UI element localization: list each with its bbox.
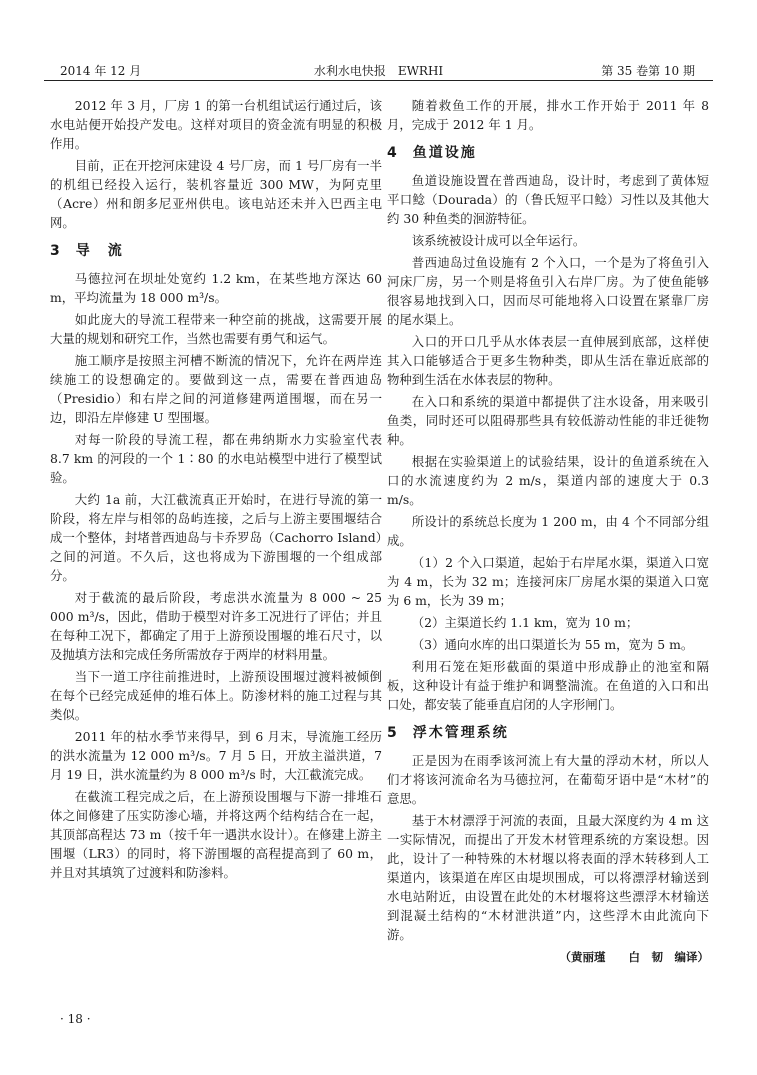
running-header	[44, 58, 713, 81]
section-heading-3	[50, 242, 382, 261]
section-number: 5	[387, 725, 399, 741]
left-column	[50, 96, 382, 885]
section-heading-5	[387, 724, 709, 743]
paragraph: 2012 年 3 月，厂房 1 的第一台机组试运行通过后，该水电站便开始投产发电。这样对项目的资金流有明显的积极作用。	[50, 98, 382, 151]
paragraph: 在入口和系统的渠道中都提供了注水设备，用来吸引鱼类，同时还可以阻碍那些具有较低游动性能的非迁徙物种。	[387, 394, 709, 447]
paragraph: 随着救鱼工作的开展，排水工作开始于 2011 年 8 月，完成于 2012 年 1 月。	[387, 98, 709, 132]
paragraph: 马德拉河在坝址处宽约 1.2 km，在某些地方深达 60 m，平均流量为 18 000 m³/s。	[50, 271, 382, 305]
paragraph: 利用石笼在矩形截面的渠道中形成静止的池室和隔板，这种设计有益于维护和调整湍流。在鱼道的入口和出口处，都安装了能垂直启闭的人字形闸门。	[387, 659, 709, 712]
section-number: 3	[50, 243, 62, 259]
section-title: 浮木管理系统	[412, 725, 509, 741]
section-number: 4	[387, 145, 399, 161]
paragraph: 如此庞大的导流工程带来一种空前的挑战，这需要开展大量的规划和研究工作，当然也需要有勇气和运气。	[50, 312, 382, 346]
paragraph: 当下一道工序往前推进时，上游预设围堰过渡料被倾倒在每个已经完成延伸的堆石体上。防渗材料的施工过程与其类似。	[50, 669, 382, 722]
paragraph: 所设计的系统总长度为 1 200 m，由 4 个不同部分组成。	[387, 514, 709, 548]
right-column	[387, 96, 709, 967]
section-title: 鱼道设施	[412, 145, 477, 161]
paragraph: 入口的开口几乎从水体表层一直伸展到底部，这样使其入口能够适合于更多生物种类，即从生活在靠近底部的物种到生活在水体表层的物种。	[387, 334, 709, 387]
paragraph: 施工顺序是按照主河槽不断流的情况下，允许在两岸连续施工的设想确定的。要做到这一点，需要在普西迪岛（Presidio）和右岸之间的河道修建两道围堰，而在另一边，即沿左岸修建 U 型围堰。	[50, 353, 382, 425]
section-heading-4	[387, 144, 709, 163]
paragraph: 该系统被设计成可以全年运行。	[411, 233, 586, 248]
paragraph: 鱼道设施设置在普西迪岛，设计时，考虑到了黄体短平口鲶（Dourada）的（鲁氏短平口鲶）习性以及其他大约 30 种鱼类的洄游特征。	[387, 173, 709, 226]
list-item: （1）2 个入口渠道，起始于右岸尾水渠，渠道入口宽为 4 m，长为 32 m；连接河床厂房尾水渠的渠道入口宽为 6 m，长为 39 m；	[387, 555, 709, 608]
list-item: （2）主渠道长约 1.1 km，宽为 10 m；	[411, 615, 639, 630]
paragraph: 基于木材漂浮于河流的表面，且最大深度约为 4 m 这一实际情况，而提出了开发木材管理系统的方案设想。因此，设计了一种特殊的木材堰以将表面的浮木转移到人工渠道内，该渠道在库区由堤坝围成，可以将漂浮材输送到水电站附近，由设置在此处的木材堰将这些漂浮木材输送到混凝土结构的“木材泄洪道”内，这些浮木由此流向下游。	[387, 813, 709, 942]
paragraph: 普西迪岛过鱼设施有 2 个入口，一个是为了将鱼引入河床厂房，另一个则是将鱼引入右岸厂房。为了使鱼能够很容易地找到入口，因而尽可能地将入口设置在紧靠厂房的尾水渠上。	[387, 255, 709, 327]
translator-credit: （黄丽瑾 白 韧 编译）	[559, 950, 709, 964]
header-issue: 第 35 卷第 10 期	[601, 64, 695, 78]
paragraph: 对每一阶段的导流工程，都在弗纳斯水力实验室代表 8.7 km 的河段的一个 1∶80 的水电站模型中进行了模型试验。	[50, 432, 382, 485]
paragraph: 目前，正在开挖河床建设 4 号厂房，而 1 号厂房有一半的机组已经投入运行，装机容量近 300 MW，为阿克里（Acre）州和朗多尼亚州供电。该电站还未并入巴西主电网。	[50, 158, 382, 230]
header-journal: 水利水电快报 EWRHI	[313, 64, 444, 78]
section-title: 导 流	[75, 243, 124, 259]
list-item: （3）通向水库的出口渠道长为 55 m，宽为 5 m。	[411, 637, 694, 652]
header-date: 2014 年 12 月	[60, 64, 142, 78]
paragraph: 根据在实验渠道上的试验结果，设计的鱼道系统在入口的水流速度约为 2 m/s，渠道内部的速度大于 0.3 m/s。	[387, 454, 709, 507]
paragraph: 大约 1a 前，大江截流真正开始时，在进行导流的第一阶段，将左岸与相邻的岛屿连接，之后与上游主要围堰结合成一个整体，封堵普西迪岛与卡乔罗岛（Cachorro Island）之间的河道。不久后，这也将成为下游围堰的一个组成部分。	[50, 492, 382, 583]
paragraph: 对于截流的最后阶段，考虑洪水流量为 8 000 ~ 25 000 m³/s，因此，借助于模型对许多工况进行了评估；并且在每种工况下，都确定了用于上游预设围堰的堆石尺寸，以及抛填方法和完成任务所需放存于两岸的材料用量。	[50, 590, 382, 662]
paragraph: 正是因为在雨季该河流上有大量的浮动木材，所以人们才将该河流命名为马德拉河，在葡萄牙语中是“木材”的意思。	[387, 753, 709, 806]
paragraph: 在截流工程完成之后，在上游预设围堰与下游一排堆石体之间修建了压实防渗心墙，并将这两个结构结合在一起，其顶部高程达 73 m（按千年一遇洪水设计）。在修建上游主围堰（LR3）的同时，将下游围堰的高程提高到了 60 m，并且对其填筑了过渡料和防渗料。	[50, 789, 382, 880]
paragraph: 2011 年的枯水季节来得早，到 6 月末，导流施工经历的洪水流量为 12 000 m³/s。7 月 5 日，开放主溢洪道，7 月 19 日，洪水流量约为 8 000 m³/s 时，大江截流完成。	[50, 729, 382, 782]
page-number: · 18 ·	[60, 1012, 91, 1026]
